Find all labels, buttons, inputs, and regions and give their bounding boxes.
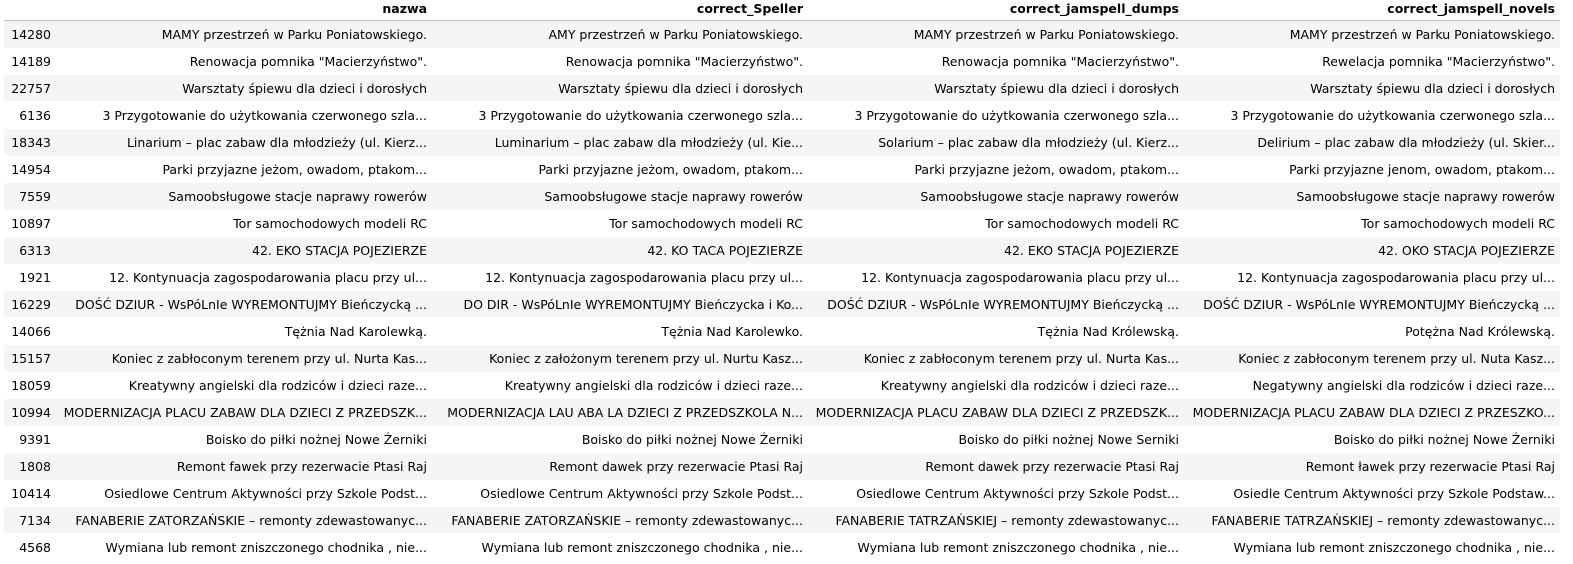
row-index: 14066 xyxy=(11,323,51,339)
correct-speller-cell: Luminarium – plac zabaw dla młodzieży (ul. Kie... xyxy=(494,134,803,150)
correct-jamspell-dumps-cell: Parki przyjazne jeżom, owadom, ptakom... xyxy=(914,161,1179,177)
correct-jamspell-dumps-cell: Tor samochodowych modeli RC xyxy=(985,215,1179,231)
correct-speller-cell: Renowacja pomnika "Macierzyństwo". xyxy=(565,53,803,69)
nazwa-cell: 3 Przygotowanie do użytkowania czerwonego szla... xyxy=(102,107,427,123)
row-index: 1808 xyxy=(19,458,51,474)
correct-jamspell-dumps-cell: 42. EKO STACJA POJEZIERZE xyxy=(1004,242,1179,258)
correct-jamspell-dumps-cell: DOŚĆ DZIUR - WsPóLnIe WYREMONTUJMY Bieńczycką ... xyxy=(827,296,1179,312)
correct-jamspell-novels-cell: Boisko do piłki nożnej Nowe Żerniki xyxy=(1333,431,1555,447)
table-row xyxy=(4,426,1560,453)
column-header-index xyxy=(4,0,56,20)
correct-jamspell-dumps-cell: Renowacja pomnika "Macierzyństwo". xyxy=(941,53,1179,69)
nazwa-cell: Parki przyjazne jeżom, owadom, ptakom... xyxy=(162,161,427,177)
correct-jamspell-novels-cell: 12. Kontynuacja zagospodarowania placu przy ul... xyxy=(1237,269,1555,285)
correct-speller-cell: 42. KO TACA POJEZIERZE xyxy=(647,242,803,258)
nazwa-cell: DOŚĆ DZIUR - WsPóLnIe WYREMONTUJMY Bieńczycką ... xyxy=(75,296,427,312)
column-header-nazwa: nazwa xyxy=(56,0,432,20)
correct-jamspell-novels-cell: MODERNIZACJA PLACU ZABAW DLA DZIECI Z PRZESZKO... xyxy=(1192,404,1555,420)
table-row xyxy=(4,75,1560,102)
table-row xyxy=(4,264,1560,291)
correct-jamspell-dumps-cell: 12. Kontynuacja zagospodarowania placu przy ul... xyxy=(861,269,1179,285)
dataframe-container xyxy=(4,0,1560,561)
table-row xyxy=(4,102,1560,129)
correct-speller-cell: Tor samochodowych modeli RC xyxy=(609,215,803,231)
nazwa-cell: 42. EKO STACJA POJEZIERZE xyxy=(252,242,427,258)
correct-jamspell-novels-cell: Tor samochodowych modeli RC xyxy=(1361,215,1555,231)
correct-speller-cell: 12. Kontynuacja zagospodarowania placu przy ul... xyxy=(485,269,803,285)
correct-jamspell-dumps-cell: Remont dawek przy rezerwacie Ptasi Raj xyxy=(925,458,1179,474)
table-row xyxy=(4,291,1560,318)
nazwa-cell: Kreatywny angielski dla rodziców i dzieci raze... xyxy=(128,377,427,393)
nazwa-cell: Warsztaty śpiewu dla dzieci i dorosłych xyxy=(182,80,427,96)
table-row xyxy=(4,129,1560,156)
table-row xyxy=(4,453,1560,480)
correct-speller-cell: Remont dawek przy rezerwacie Ptasi Raj xyxy=(549,458,803,474)
correct-jamspell-dumps-cell: Wymiana lub remont zniszczonego chodnika , nie... xyxy=(857,539,1179,555)
correct-jamspell-dumps-cell: Boisko do piłki nożnej Nowe Serniki xyxy=(958,431,1179,447)
correct-jamspell-novels-cell: Warsztaty śpiewu dla dzieci i dorosłych xyxy=(1310,80,1555,96)
correct-jamspell-novels-cell: MAMY przestrzeń w Parku Poniatowskiego. xyxy=(1289,26,1555,42)
table-row xyxy=(4,345,1560,372)
row-index: 14189 xyxy=(11,53,51,69)
row-index: 18343 xyxy=(11,134,51,150)
dataframe-table xyxy=(4,0,1560,561)
correct-jamspell-novels-cell: 42. OKO STACJA POJEZIERZE xyxy=(1378,242,1555,258)
header-row xyxy=(4,0,1560,20)
correct-jamspell-novels-cell: Rewelacja pomnika "Macierzyństwo". xyxy=(1322,53,1555,69)
row-index: 1921 xyxy=(19,269,51,285)
nazwa-cell: Tor samochodowych modeli RC xyxy=(233,215,427,231)
correct-jamspell-dumps-cell: Tężnia Nad Królewską. xyxy=(1037,323,1179,339)
correct-speller-cell: Kreatywny angielski dla rodziców i dzieci raze... xyxy=(504,377,803,393)
column-header-correct-jamspell-dumps: correct_jamspell_dumps xyxy=(808,0,1184,20)
correct-jamspell-dumps-cell: Koniec z zabłoconym terenem przy ul. Nurta Kas... xyxy=(863,350,1179,366)
correct-jamspell-dumps-cell: Warsztaty śpiewu dla dzieci i dorosłych xyxy=(934,80,1179,96)
correct-jamspell-novels-cell: Potężna Nad Królewską. xyxy=(1405,323,1555,339)
row-index: 9391 xyxy=(19,431,51,447)
nazwa-cell: Samoobsługowe stacje naprawy rowerów xyxy=(168,188,427,204)
row-index: 15157 xyxy=(11,350,51,366)
table-header xyxy=(4,0,1560,20)
table-row xyxy=(4,534,1560,561)
correct-jamspell-dumps-cell: Kreatywny angielski dla rodziców i dzieci raze... xyxy=(880,377,1179,393)
correct-jamspell-novels-cell: Samoobsługowe stacje naprawy rowerów xyxy=(1296,188,1555,204)
row-index: 16229 xyxy=(11,296,51,312)
correct-jamspell-dumps-cell: Osiedlowe Centrum Aktywności przy Szkole Podst... xyxy=(856,485,1179,501)
correct-jamspell-dumps-cell: MODERNIZACJA PLACU ZABAW DLA DZIECI Z PRZEDSZK... xyxy=(815,404,1179,420)
correct-speller-cell: FANABERIE ZATORZAŃSKIE – remonty zdewastowanyc... xyxy=(451,512,803,528)
correct-speller-cell: Koniec z założonym terenem przy ul. Nurtu Kasz... xyxy=(489,350,803,366)
row-index: 6136 xyxy=(19,107,51,123)
correct-speller-cell: 3 Przygotowanie do użytkowania czerwonego szla... xyxy=(478,107,803,123)
row-index: 10897 xyxy=(11,215,51,231)
row-index: 7559 xyxy=(19,188,51,204)
row-index: 7134 xyxy=(19,512,51,528)
nazwa-cell: 12. Kontynuacja zagospodarowania placu przy ul... xyxy=(109,269,427,285)
correct-speller-cell: AMY przestrzeń w Parku Poniatowskiego. xyxy=(548,26,803,42)
row-index: 14280 xyxy=(11,26,51,42)
table-row xyxy=(4,210,1560,237)
correct-speller-cell: Wymiana lub remont zniszczonego chodnika , nie... xyxy=(481,539,803,555)
nazwa-cell: Linarium – plac zabaw dla młodzieży (ul. Kierz... xyxy=(126,134,427,150)
table-row xyxy=(4,480,1560,507)
correct-jamspell-novels-cell: FANABERIE TATRZAŃSKIEJ – remonty zdewastowanyc... xyxy=(1211,512,1555,528)
row-index: 6313 xyxy=(19,242,51,258)
correct-jamspell-dumps-cell: FANABERIE TATRZAŃSKIEJ – remonty zdewastowanyc... xyxy=(835,512,1179,528)
table-row xyxy=(4,237,1560,264)
correct-jamspell-dumps-cell: MAMY przestrzeń w Parku Poniatowskiego. xyxy=(913,26,1179,42)
table-row xyxy=(4,399,1560,426)
correct-speller-cell: DO DIR - WsPóLnIe WYREMONTUJMY Bieńczycka i Ko... xyxy=(463,296,803,312)
row-index: 18059 xyxy=(11,377,51,393)
table-row xyxy=(4,507,1560,534)
correct-jamspell-novels-cell: DOŚĆ DZIUR - WsPóLnIe WYREMONTUJMY Bieńczycką ... xyxy=(1203,296,1555,312)
row-index: 4568 xyxy=(19,539,51,555)
correct-speller-cell: MODERNIZACJA LAU ABA LA DZIECI Z PRZEDSZKOLA N... xyxy=(447,404,803,420)
correct-jamspell-dumps-cell: Samoobsługowe stacje naprawy rowerów xyxy=(920,188,1179,204)
table-row xyxy=(4,318,1560,345)
column-header-correct-speller: correct_Speller xyxy=(432,0,808,20)
correct-speller-cell: Parki przyjazne jeżom, owadom, ptakom... xyxy=(538,161,803,177)
correct-jamspell-novels-cell: Wymiana lub remont zniszczonego chodnika , nie... xyxy=(1233,539,1555,555)
row-index: 10414 xyxy=(11,485,51,501)
correct-jamspell-dumps-cell: 3 Przygotowanie do użytkowania czerwonego szla... xyxy=(854,107,1179,123)
correct-jamspell-novels-cell: 3 Przygotowanie do użytkowania czerwonego szla... xyxy=(1230,107,1555,123)
nazwa-cell: Remont fawek przy rezerwacie Ptasi Raj xyxy=(176,458,427,474)
nazwa-cell: Osiedlowe Centrum Aktywności przy Szkole Podst... xyxy=(104,485,427,501)
correct-speller-cell: Osiedlowe Centrum Aktywności przy Szkole Podst... xyxy=(480,485,803,501)
correct-speller-cell: Tężnia Nad Karolewko. xyxy=(661,323,803,339)
nazwa-cell: MAMY przestrzeń w Parku Poniatowskiego. xyxy=(161,26,427,42)
table-row xyxy=(4,48,1560,75)
table-row xyxy=(4,183,1560,210)
correct-speller-cell: Warsztaty śpiewu dla dzieci i dorosłych xyxy=(558,80,803,96)
nazwa-cell: Renowacja pomnika "Macierzyństwo". xyxy=(189,53,427,69)
nazwa-cell: FANABERIE ZATORZAŃSKIE – remonty zdewastowanyc... xyxy=(75,512,427,528)
nazwa-cell: Boisko do piłki nożnej Nowe Żerniki xyxy=(205,431,427,447)
nazwa-cell: MODERNIZACJA PLACU ZABAW DLA DZIECI Z PRZEDSZK... xyxy=(63,404,427,420)
column-header-correct-jamspell-novels: correct_jamspell_novels xyxy=(1184,0,1560,20)
correct-jamspell-novels-cell: Delirium – plac zabaw dla młodzieży (ul. Skier... xyxy=(1257,134,1555,150)
correct-jamspell-novels-cell: Parki przyjazne jenom, owadom, ptakom... xyxy=(1289,161,1555,177)
correct-speller-cell: Samoobsługowe stacje naprawy rowerów xyxy=(544,188,803,204)
table-row xyxy=(4,372,1560,399)
correct-jamspell-dumps-cell: Solarium – plac zabaw dla młodzieży (ul. Kierz... xyxy=(878,134,1179,150)
row-index: 22757 xyxy=(11,80,51,96)
nazwa-cell: Tężnia Nad Karolewką. xyxy=(284,323,427,339)
table-row xyxy=(4,20,1560,48)
correct-jamspell-novels-cell: Remont ławek przy rezerwacie Ptasi Raj xyxy=(1305,458,1555,474)
correct-jamspell-novels-cell: Koniec z zabłoconym terenem przy ul. Nuta Kasz... xyxy=(1238,350,1555,366)
correct-speller-cell: Boisko do piłki nożnej Nowe Żerniki xyxy=(581,431,803,447)
row-index: 14954 xyxy=(11,161,51,177)
row-index: 10994 xyxy=(11,404,51,420)
correct-jamspell-novels-cell: Osiedle Centrum Aktywności przy Szkole Podstaw... xyxy=(1233,485,1555,501)
correct-jamspell-novels-cell: Negatywny angielski dla rodziców i dzieci raze... xyxy=(1252,377,1555,393)
table-row xyxy=(4,156,1560,183)
nazwa-cell: Wymiana lub remont zniszczonego chodnika , nie... xyxy=(105,539,427,555)
nazwa-cell: Koniec z zabłoconym terenem przy ul. Nurta Kas... xyxy=(111,350,427,366)
table-body xyxy=(4,20,1560,561)
